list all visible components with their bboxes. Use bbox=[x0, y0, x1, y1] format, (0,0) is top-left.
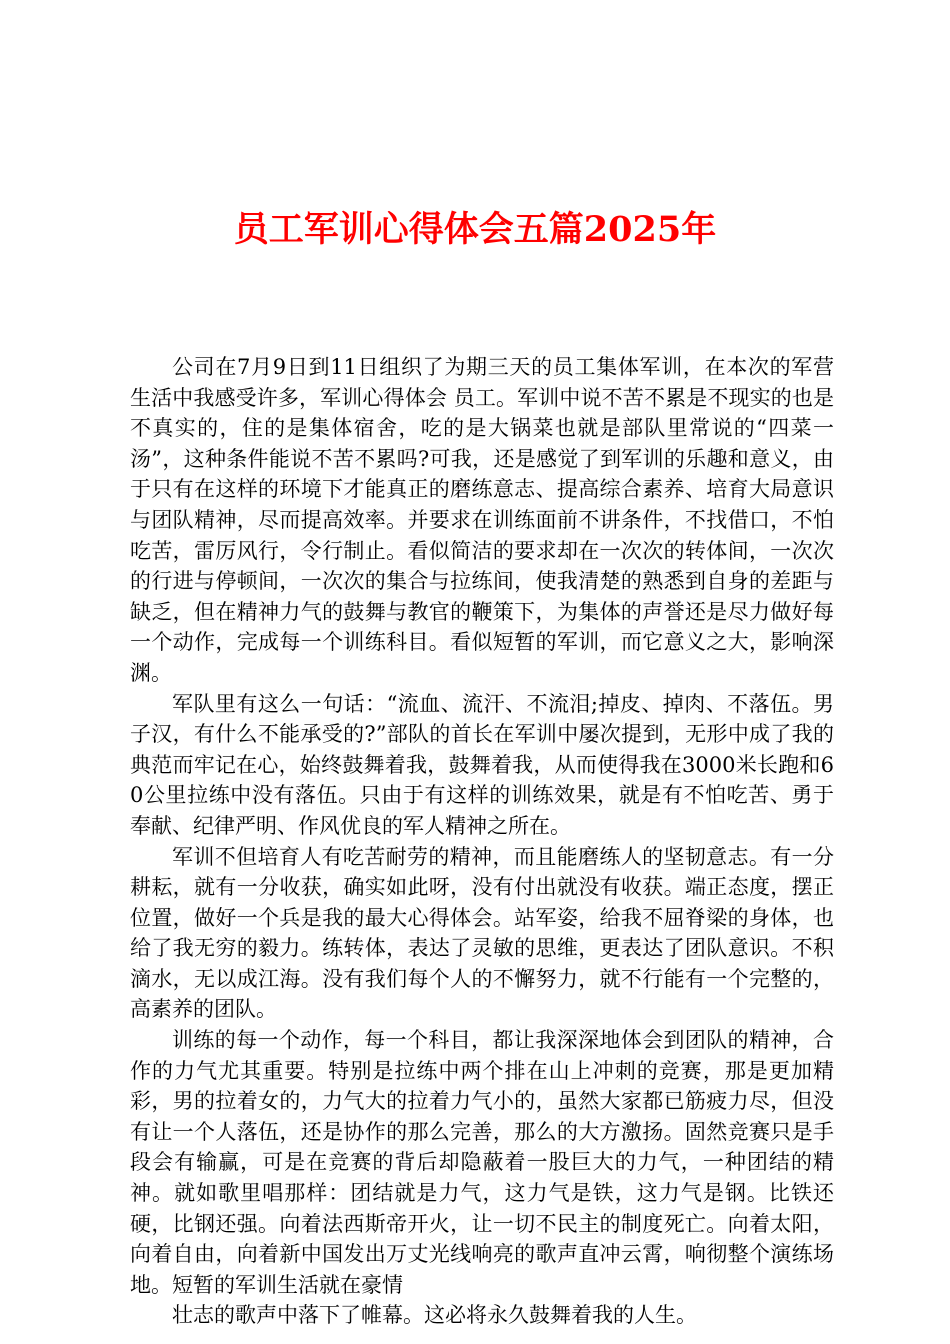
document-title: 员工军训心得体会五篇2025年 bbox=[233, 209, 717, 250]
paragraph-5: 壮志的歌声中落下了帷幕。这必将永久鼓舞着我的人生。 bbox=[172, 1303, 697, 1328]
document-body bbox=[130, 352, 834, 1331]
paragraph-1: 公司在7月9日到11日组织了为期三天的员工集体军训，在本次的军营生活中我感受许多，军训心得体会 员工。军训中说不苦不累是不现实的也是不真实的，住的是集体宿舍，吃的是大锅菜也就是部队里常说的“四菜一汤”，这种条件能说不苦不累吗?可我，还是感觉了到军训的乐趣和意义，由于只有在这样的环境下才能真正的磨练意志、提高综合素养、培育大局意识与团队精神，尽而提高效率。并要求在训练面前不讲条件，不找借口，不怕吃苦，雷厉风行，令行制止。看似简洁的要求却在一次次的转体间，一次次的行进与停顿间，一次次的集合与拉练间，使我清楚的熟悉到自身的差距与缺乏，但在精神力气的鼓舞与教官的鞭策下，为集体的声誉还是尽力做好每一个动作，完成每一个训练科目。看似短暂的军训，而它意义之大，影响深渊。 bbox=[130, 355, 834, 685]
paragraph-4: 训练的每一个动作，每一个科目，都让我深深地体会到团队的精神，合作的力气尤其重要。特别是拉练中两个排在山上冲刺的竞赛，那是更加精彩，男的拉着女的，力气大的拉着力气小的，虽然大家都已筋疲力尽，但没有让一个人落伍，还是协作的那么完善，那么的大方激扬。固然竞赛只是手段会有输赢，可是在竞赛的背后却隐蔽着一股巨大的力气，一种团结的精神。就如歌里唱那样：团结就是力气，这力气是铁，这力气是钢。比铁还硬，比钢还强。向着法西斯帝开火，让一切不民主的制度死亡。向着太阳，向着自由，向着新中国发出万丈光线响亮的歌声直冲云霄，响彻整个演练场地。短暂的军训生活就在豪情 bbox=[130, 1028, 834, 1297]
paragraph-2: 军队里有这么一句话：“流血、流汗、不流泪;掉皮、掉肉、不落伍。男子汉，有什么不能承受的?”部队的首长在军训中屡次提到，无形中成了我的典范而牢记在心，始终鼓舞着我，鼓舞着我，从而使得我在3000米长跑和60公里拉练中没有落伍。只由于有这样的训练效果，就是有不怕吃苦、勇于奉献、纪律严明、作风优良的军人精神之所在。 bbox=[130, 691, 834, 838]
paragraph-3: 军训不但培育人有吃苦耐劳的精神，而且能磨练人的坚韧意志。有一分耕耘，就有一分收获，确实如此呀，没有付出就没有收获。端正态度，摆正位置，做好一个兵是我的最大心得体会。站军姿，给我不屈脊梁的身体，也给了我无穷的毅力。练转体，表达了灵敏的思维，更表达了团队意识。不积滴水，无以成江海。没有我们每个人的不懈努力，就不行能有一个完整的，高素养的团队。 bbox=[130, 844, 834, 1022]
